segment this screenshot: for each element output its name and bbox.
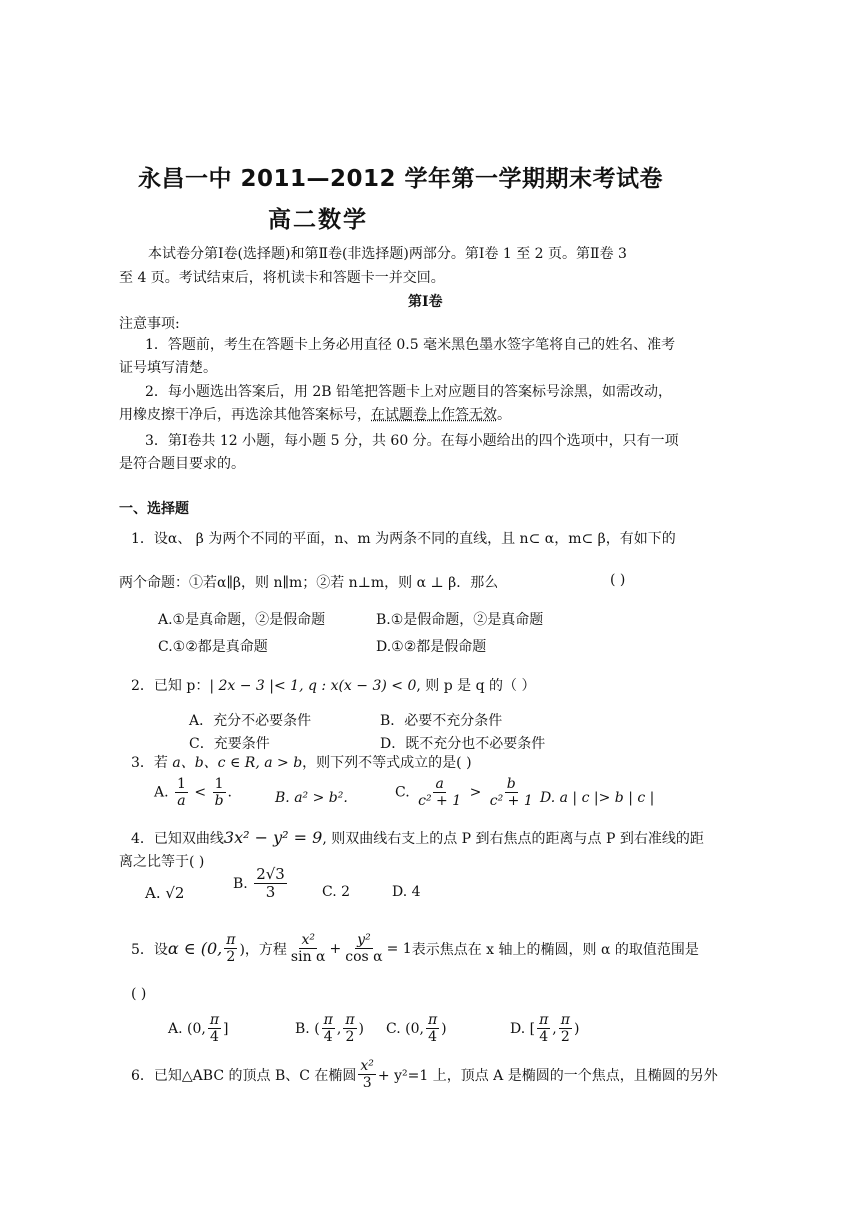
q5-stem (131, 932, 699, 965)
q5-d-post: ) (573, 1020, 580, 1037)
q4-stem-line-1 (131, 828, 704, 848)
q4-stem-text: 4．已知双曲线 (131, 831, 224, 847)
q5-plus: + (329, 940, 342, 957)
q1-option-c: C.①②都是真命题 (158, 639, 268, 655)
q5-two: 2 (226, 949, 236, 966)
q5-b-mid: , (336, 1020, 342, 1037)
note-1-line-2: 证号填写清楚。 (119, 360, 217, 376)
q4-option-b-label: B. (233, 875, 248, 892)
q4-b-den: 3 (265, 883, 276, 902)
q3-stem (131, 752, 472, 772)
note-3-line-2: 是符合题目要求的。 (119, 456, 245, 472)
volume-heading: 第Ⅰ卷 (408, 294, 443, 310)
q5-d-num-1: π (539, 1012, 549, 1028)
q6-den: 3 (362, 1075, 372, 1092)
q3-c-num-2: b (506, 776, 516, 792)
note-3-line-1: 3．第Ⅰ卷共 12 小题，每小题 5 分，共 60 分。在每小题给出的四个选项中，只有一项 (145, 433, 679, 449)
q3-option-d: D. a | c |> b | c | (540, 790, 655, 806)
q5-d-den-1: 4 (539, 1029, 549, 1046)
q4-stem-formula: 3x² − y² = 9 (223, 828, 323, 847)
note-2-line-1: 2．每小题选出答案后，用 2B 铅笔把答题卡上对应题目的答案标号涂黑，如需改动， (145, 384, 673, 400)
note-1-line-1: 1．答题前，考生在答题卡上务必用直径 0.5 毫米黑色墨水签字笔将自己的姓名、准考 (145, 337, 676, 353)
q5-b-den-1: 4 (323, 1029, 333, 1046)
q5-b-num-1: π (323, 1012, 333, 1028)
q4-option-c: C. 2 (322, 884, 351, 900)
q4-b-num: 2√3 (256, 865, 285, 883)
q1-stem-line-2: 两个命题：①若α∥β，则 n∥m；②若 n⊥m，则 α ⊥ β．那么 (119, 575, 499, 591)
q3-a-den-1: a (177, 793, 186, 810)
q3-a-num-2: 1 (214, 776, 224, 792)
q5-option-a (168, 1012, 229, 1045)
q5-c-num: π (427, 1012, 438, 1028)
q3-a-end: . (227, 784, 232, 801)
exam-title: 永昌一中 2011—2012 学年第一学期期末考试卷 (138, 166, 664, 192)
notes-heading: 注意事项: (119, 316, 180, 332)
q5-stem-tail: 表示焦点在 x 轴上的椭圆，则 α 的取值范围是 (411, 941, 699, 958)
q5-a-post: ] (223, 1020, 229, 1037)
q6-stem (131, 1058, 718, 1091)
q2-stem-tail: , 则 p 是 q 的（ ） (416, 678, 536, 694)
q4-option-b (233, 866, 289, 902)
q2-option-b: B．必要不充分条件 (380, 713, 503, 729)
q1-option-b: B.①是假命题，②是真命题 (376, 612, 544, 628)
q3-option-a (154, 776, 232, 809)
q5-pi: π (226, 932, 236, 948)
q1-option-a: A.①是真命题，②是假命题 (158, 612, 326, 628)
q5-b-post: ) (358, 1020, 364, 1037)
q5-c-post: ) (441, 1020, 447, 1037)
q3-option-c (395, 776, 537, 809)
q4-option-d: D. 4 (392, 884, 421, 900)
q3-option-a-label: A. (154, 784, 169, 801)
q2-option-c: C．充要条件 (189, 736, 270, 752)
q5-eq: = 1 (386, 940, 412, 957)
q5-d-mid: , (552, 1020, 557, 1037)
q2-stem-formula: | 2x − 3 |< 1, q : x(x − 3) < 0 (209, 678, 417, 694)
q5-option-b (295, 1012, 364, 1045)
note-2-text: 用橡皮擦干净后，再选涂其他答案标号， (119, 407, 371, 423)
q6-stem-tail: + y²=1 上，顶点 A 是椭圆的一个焦点，且椭圆的另外 (377, 1067, 718, 1084)
q5-sina: sin α (290, 949, 326, 966)
q5-c-den: 4 (428, 1029, 437, 1046)
q3-a-den-2: b (214, 793, 224, 810)
q5-d-pre: D. [ (510, 1020, 536, 1037)
q5-a-den: 4 (209, 1029, 219, 1046)
q3-stem-tail: ，则下列不等式成立的是( ) (302, 755, 472, 771)
q2-stem (131, 675, 535, 695)
section-heading: 一、选择题 (119, 501, 189, 517)
q5-alpha-range: α ∈ (0, (167, 939, 223, 959)
q5-option-c (386, 1012, 447, 1045)
q4-option-a: A. √2 (145, 884, 185, 902)
q3-c-num-1: a (435, 776, 444, 792)
q5-d-den-2: 2 (560, 1029, 570, 1046)
q2-stem-text: 2．已知 p： (131, 678, 210, 694)
q4-stem-tail: , 则双曲线右支上的点 P 到右焦点的距离与点 P 到右准线的距 (322, 831, 704, 847)
q1-option-d: D.①②都是假命题 (376, 639, 487, 655)
q5-c-pre: C. (0, (386, 1020, 424, 1037)
q3-c-den-2: c² + 1 (489, 793, 533, 810)
q5-b-num-2: π (345, 1012, 355, 1028)
q5-a-pre: A. (0, (168, 1020, 206, 1037)
intro-line-2: 至 4 页。考试结束后，将机读卡和答题卡一并交回。 (119, 270, 445, 286)
q5-option-d (510, 1012, 579, 1045)
q1-answer-paren: ( ) (610, 572, 626, 588)
q5-y2: y² (357, 932, 371, 948)
q3-a-num-1: 1 (177, 776, 186, 792)
q5-d-num-2: π (560, 1012, 570, 1028)
q5-b-pre: B. ( (295, 1020, 320, 1037)
note-2-end: 。 (497, 407, 511, 423)
q3-option-c-label: C. (395, 784, 410, 801)
q5-a-num: π (209, 1012, 220, 1028)
q6-num: x² (360, 1058, 374, 1074)
q4-stem-line-2: 离之比等于( ) (119, 854, 205, 870)
q1-stem-line-1: 1．设α、 β 为两个不同的平面，n、m 为两条不同的直线，且 n⊂ α，m⊂ β，有如下的 (131, 531, 676, 547)
q5-x2: x² (301, 932, 315, 948)
q3-c-den-1: c² + 1 (418, 793, 462, 810)
note-2-line-2 (119, 404, 511, 424)
q3-option-b: B. a² > b². (275, 790, 348, 806)
q5-b-den-2: 2 (345, 1029, 355, 1046)
q3-a-op: < (194, 784, 207, 801)
intro-line-1: 本试卷分第Ⅰ卷(选择题)和第Ⅱ卷(非选择题)两部分。第Ⅰ卷 1 至 2 页。第Ⅱ卷 3 (148, 246, 627, 262)
note-2-emphasis: 在试题卷上作答无效 (371, 407, 497, 423)
q6-stem-text: 6．已知△ABC 的顶点 B、C 在椭圆 (131, 1067, 357, 1084)
q2-option-d: D．既不充分也不必要条件 (380, 736, 546, 752)
q3-stem-text: 3．若 (131, 755, 173, 771)
q3-stem-formula: a、b、c ∈ R, a > b (172, 755, 303, 771)
q5-stem-text: 5．设 (131, 941, 168, 958)
q5-cosa: cos α (345, 949, 383, 966)
q5-answer-paren: ( ) (131, 986, 147, 1002)
q5-close: )，方程 (239, 941, 287, 958)
q2-option-a: A．充分不必要条件 (189, 713, 312, 729)
exam-subtitle: 高二数学 (268, 207, 368, 233)
q3-c-op: > (469, 784, 482, 801)
